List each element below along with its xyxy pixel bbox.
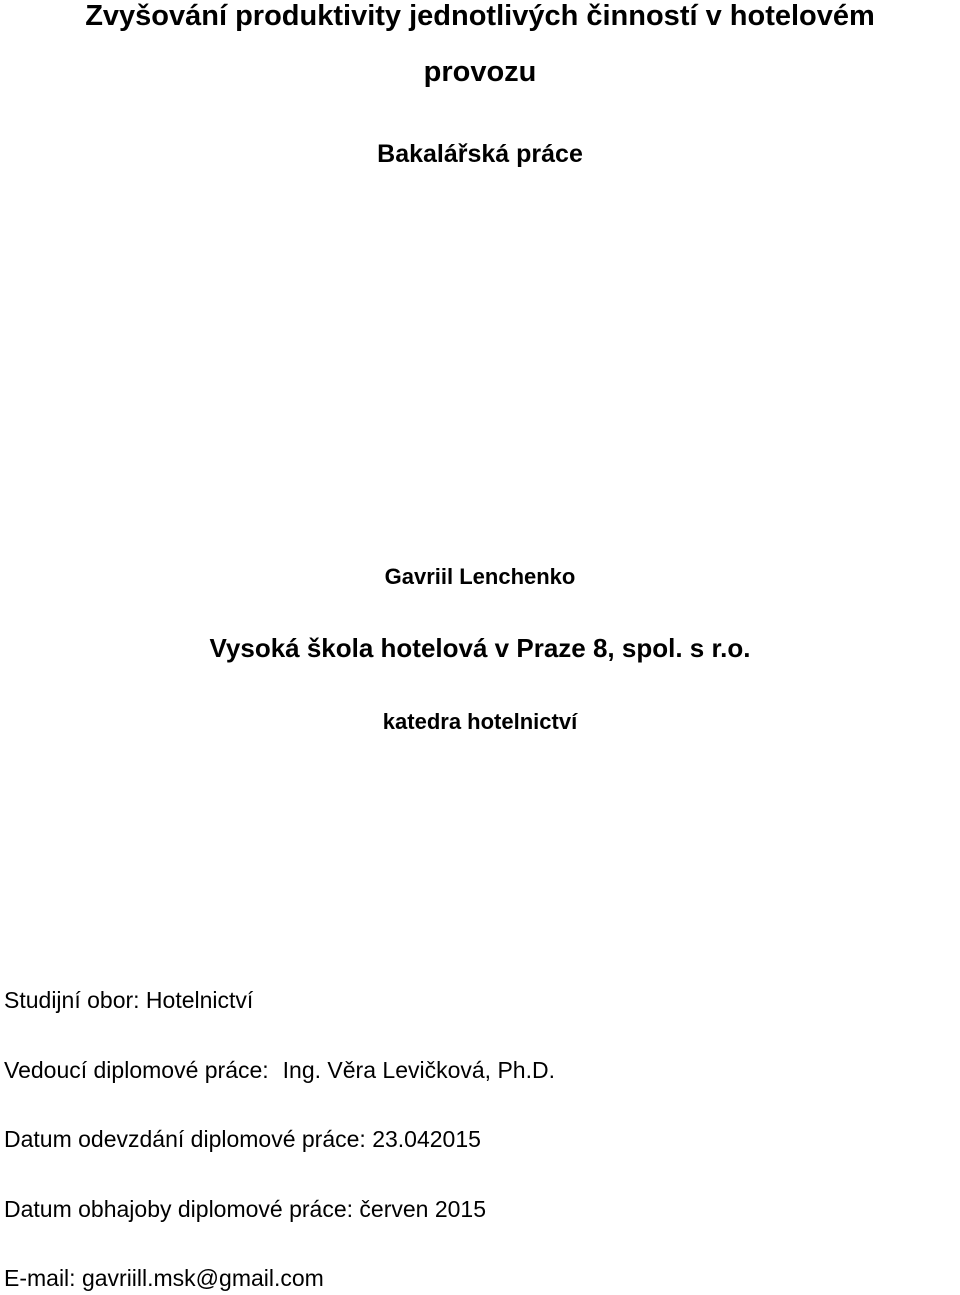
thesis-title-line-2: provozu <box>423 56 537 88</box>
defense-date: Datum obhajoby diplomové práce: červen 2015 <box>4 1196 487 1222</box>
supervisor-name: Ing. Věra Levičková, Ph.D. <box>282 1057 555 1083</box>
email-address: E-mail: gavriill.msk@gmail.com <box>4 1265 324 1291</box>
department-name: katedra hotelnictví <box>382 709 578 734</box>
supervisor-line <box>4 1059 555 1082</box>
thesis-title-line-1: Zvyšování produktivity jednotlivých činností v hotelovém <box>85 0 875 32</box>
school-name: Vysoká škola hotelová v Praze 8, spol. s r.o. <box>209 633 751 663</box>
author-name: Gavriil Lenchenko <box>384 564 576 589</box>
thesis-type: Bakalářská práce <box>377 140 583 168</box>
supervisor-label: Vedoucí diplomové práce: <box>4 1057 269 1083</box>
submission-date: Datum odevzdání diplomové práce: 23.042015 <box>4 1126 481 1152</box>
field-of-study: Studijní obor: Hotelnictví <box>4 987 254 1013</box>
